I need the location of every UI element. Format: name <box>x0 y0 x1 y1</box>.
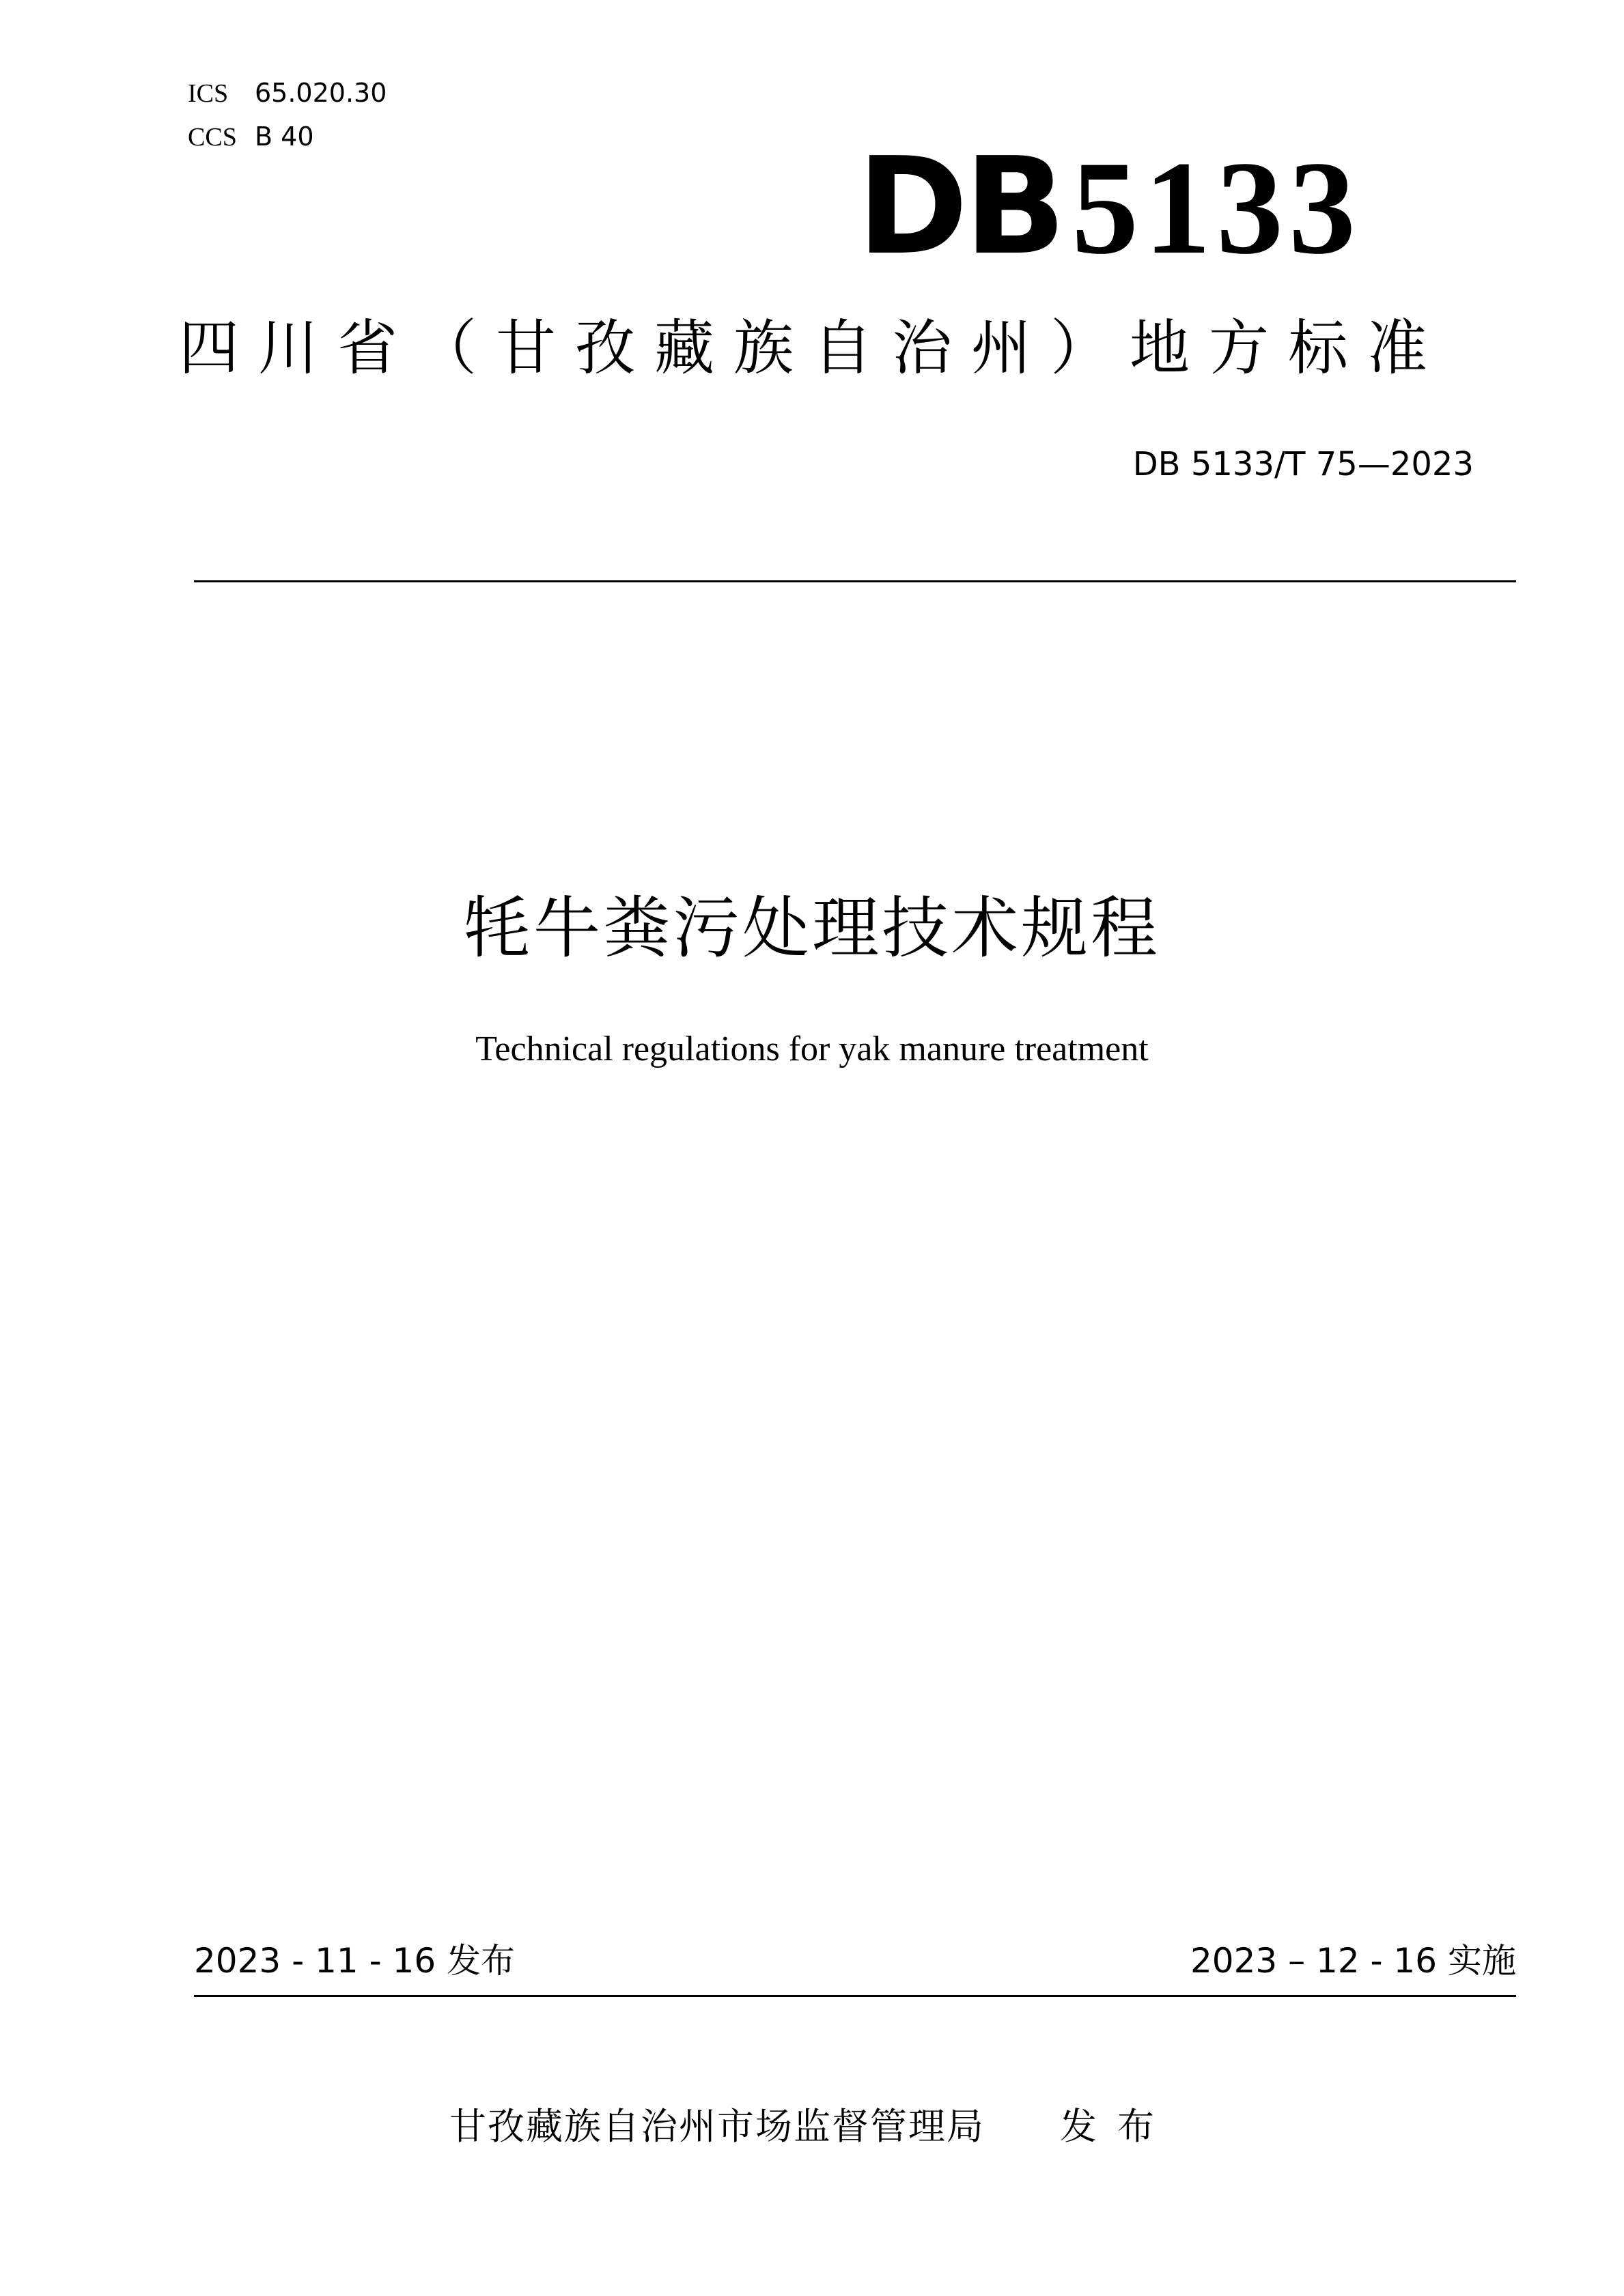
db-logo-code: 5133 <box>1072 134 1362 282</box>
publish-action: 发布 <box>1060 2105 1175 2148</box>
db-standard-logo <box>857 129 1362 285</box>
standard-category: 四川省（甘孜藏族自治州）地方标准 <box>179 313 1447 383</box>
publisher-organization: 甘孜藏族自治州市场监督管理局 <box>449 2105 985 2148</box>
ics-classification <box>188 76 387 110</box>
db-logo-prefix: DB <box>857 129 1063 285</box>
ics-label: ICS <box>188 79 229 108</box>
bottom-divider <box>194 1995 1516 1997</box>
top-divider <box>194 580 1516 582</box>
publisher-line <box>0 2103 1624 2151</box>
ccs-label: CCS <box>188 123 237 152</box>
ics-code: 65.020.30 <box>255 78 387 108</box>
ccs-classification <box>188 120 314 154</box>
standard-number: DB 5133/T 75—2023 <box>1132 445 1474 483</box>
document-title-english: Technical regulations for yak manure treatment <box>475 1030 1149 1068</box>
document-title-chinese: 牦牛粪污处理技术规程 <box>463 890 1160 967</box>
issue-date: 2023 - 11 - 16 发布 <box>194 1941 516 1981</box>
ccs-code: B 40 <box>255 122 314 152</box>
implementation-date: 2023 – 12 - 16 实施 <box>1190 1941 1516 1981</box>
